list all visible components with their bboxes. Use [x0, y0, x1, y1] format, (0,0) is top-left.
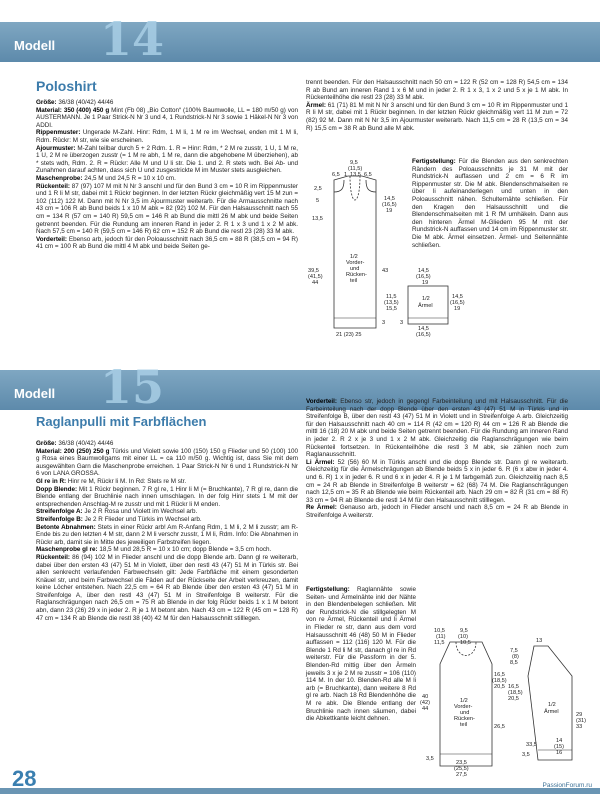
m15-d-a-2: 20,5: [494, 684, 505, 690]
m14-d-h-1: (41,5): [308, 274, 323, 280]
m14-d-sh-1: 1: [344, 172, 348, 178]
m15-s-b-2: 16: [556, 750, 563, 756]
m15-s-label-1: Ärmel: [544, 709, 559, 715]
m15-c1-p6: Betonte Abnahmen: Stets in einer Rückr arb! Am R-Anfang Rdm, 1 M li, 2 M li zusstr; am R-Ende bis zu den letzten 4 M str, dann 2 M li verschr zusstr, 1 M li, Rdm. Info: Die Abnahmen in Rückr arb, damit sie in Mitte des jeweiligen Farbstreifen liegen.: [36, 523, 298, 546]
m15-c1-p8: Rückenteil: 86 (94) 102 M in Flieder anschl und die dopp Blende arb. Dann gl re weiterarb, dabei über den ersten 43 (47) 51 M in Violett, über den restl 43 (47) 51 M in Türkis str. Bei allen senkrecht verlaufenden Farbwechseln gilt: Jede Farbfläche mit einem gesonderten Knäuel str, und beim Farbwechsel die Fäden auf der Rückseite der Arbeit verkreuzen, damit keine Löcher entstehen. Nach 22,5 cm = 64 R ab Blende über den ersten 43 (47) 51 M in Streifenfolge A, über den restl 43 (47) 51 M in Streifenfolge B weiterstr. Für die Raglanschrägungen nach 26,5 cm = 75 R ab Blende in der folg Rückr beids 1 x 1 M betont abn, dann 23 (26) 29 x in jeder 2. R je 1 M betont abn. Nach 43 cm = 122 R (45 cm = 128 R) 47 cm = 134 R ab Blende die restl 38 (40) 42 M für den Halsausschnitt stilllegen.: [36, 553, 298, 622]
m15-d-a-0: 16,5: [494, 672, 505, 678]
m15-c1-p1: Material: 200 (250) 250 g Türkis und Violett sowie 100 (150) 150 g Flieder und 50 (100) 100 g Rosa eines Baumwollgams mit einer LL = ca 110 m/50 g. Wichtig ist, dass Sie mit dem ausgewählten Garn die Maschenprobe erreichen. 1 Paar Strick-N Nr 6 und 1 Rundstrick-N Nr 6 von LANA GROSSA.: [36, 447, 299, 478]
m15-c1-p4: Streifenfolge A: Je 2 R Rosa und Violett im Wechsel arb.: [36, 508, 198, 516]
m14-s-l-1: (13,5): [384, 300, 399, 306]
model14-number: 14: [100, 12, 165, 66]
m15-d-top-0: 10,5: [434, 628, 445, 634]
m14-s-top-2: 19: [422, 280, 429, 286]
m15-c2-p1: Li Ärmel: 52 (56) 60 M in Türkis anschl und die dopp Blende str. Dann gl re weiterarb. Gleichzeitig für die Ärmelschrägungen ab Blende beids 5 x in jeder 6. R (6 x abw in jeder 4. und 6. R) 1 x in jeder 6. R und 6 x in jeder 4. R je 1 M farbgemäß zun. Gleichzeitig nach 8,5 cm = 24 R ab Blende in Streifenfolge B weiterstr = 62 (68) 74 M. Die Raglanschrägungen nach 12,5 cm = 35 R ab Blende wie beim Rückenteil arb. Nach 29 cm = 82 R (31 cm = 88 R) 33 cm = 94 R ab Blende die restl 14 M für den Halsausschnitt stilllegen.: [306, 458, 568, 504]
m15-d-b-0: 23,5: [456, 760, 467, 766]
m15-d-sh-2: 10,5: [460, 640, 471, 646]
model14-label: Modell: [14, 38, 56, 53]
m15-s-l-1: (18,5): [508, 690, 523, 696]
m15-d-side: 26,5: [494, 724, 505, 730]
m14-d-l2: und: [350, 266, 360, 272]
m15-d-rib: 3,5: [426, 756, 434, 762]
m14-s-label-0: 1/2: [422, 296, 430, 302]
m15-s-sh-2: 8,5: [510, 660, 518, 666]
m14-c1-p4: Maschenprobe: 24,5 M und 24,5 R = 10 x 10 cm.: [36, 174, 176, 182]
m14-s-top-0: 14,5: [418, 268, 429, 274]
m15-d-l4: teil: [460, 722, 468, 728]
m15-c1-p3: Dopp Blende: Mit 1 Rückr beginnen. 7 R gl re, 1 Hinr li M (= Bruchkante), 7 R gl re, dann die Blende entlang der Bruchlinie nach innen umschlagen. In der folg Hinr stets 1 M mit der entsprechenden Anschlag-M re zusstr und mit 1 Rückr li M enden.: [36, 485, 298, 508]
m14-d-ls-1: 5: [316, 198, 320, 204]
m15-d-top-2: 11,5: [434, 640, 445, 646]
m15-s-b-0: 14: [556, 738, 563, 744]
m14-d-rs-2: 19: [386, 208, 393, 214]
model14-column-3: [412, 158, 568, 249]
m15-c1-p0: Größe: 36/38 (40/42) 44/46: [36, 440, 114, 447]
m14-c2-p1: Ärmel: 61 (71) 81 M mit N Nr 3 anschl und für den Bund 3 cm = 10 R im Rippenmuster und 1 R li M str, dabei mit 1 Rückr beginnen. In der letzten Rückr gleichmäßig vert 11 M zun = 72 (82) 92 M. Dann mit N Nr 3,5 im Ajourmuster weiterarb. Nach 11,5 cm = 28 R (13,5 cm = 34 R) 15,5 cm = 38 R ab Bund alle M abk.: [306, 101, 568, 132]
m14-s-label-1: Ärmel: [418, 303, 433, 309]
model15-column-2-bottom: [306, 586, 416, 723]
m15-d-l3: Rücken-: [454, 716, 475, 722]
model15-title: Raglanpulli mit Farbflächen: [36, 414, 207, 429]
model15-column-2-top: [306, 398, 568, 520]
m15-s-b-1: (15): [554, 744, 564, 750]
page-number: 28: [12, 766, 37, 791]
model14-column-2: [306, 79, 568, 132]
m14-s-l-0: 11,5: [386, 294, 397, 300]
model15-sleeve-diagram: [508, 636, 592, 778]
m14-s-rib: 3: [400, 320, 404, 326]
model15-number: 15: [100, 360, 165, 414]
m15-d-a-1: (18,5): [492, 678, 507, 684]
m14-d-armhole: 43: [382, 268, 389, 274]
m14-d-ls-2: 13,5: [312, 216, 323, 222]
m14-c1-p2: Rippenmuster: Ungerade M-Zahl. Hinr: Rdm, 1 M li, 1 M re im Wechsel, enden mit 1 M li, Rdm. Rückr: M str, wie sie erscheinen.: [36, 129, 298, 144]
m14-c2-p0: trennt beenden. Für den Halsausschnitt nach 50 cm = 122 R (52 cm = 128 R) 54,5 cm = 134 R ab Bund am inneren Rand 1 x 6 M und in jeder 2. R 1 x 3, 1 x 2 und 5 x je 1 M abk. In Rückenteilhöhe die restl 23 (28) 33 M abk.: [306, 79, 568, 102]
m15-s-mid: 33,5: [526, 742, 537, 748]
m15-s-sh-1: (8): [512, 654, 519, 660]
m14-s-b-0: 14,5: [418, 326, 429, 332]
m14-d-sh-0: 6,5: [332, 172, 340, 178]
m14-neck: [350, 176, 360, 200]
m15-d-b-1: (25,5): [454, 766, 469, 772]
m15-s-l-2: 20,5: [508, 696, 519, 702]
m14-s-top-1: (16,5): [416, 274, 431, 280]
m15-d-l2: und: [460, 710, 470, 716]
m14-c3-p0: Fertigstellung: Für die Blenden aus den senkrechten Rändern des Poloausschnitts je 31 M mit der Rundstrick-N auffassen und 2 cm = 6 R im Rippenmuster str. Die M abk. Blendenschmalseiten re über li aufeinanderlegen und unten in den Poloausschnitt nähen. Schulternähte schließen. Für den Kragen den Halsausschnitt und die Blendenschmalseiten mit 1 R fM umhäkeln. Dann aus den hinteren Ärmel M-Gliedern 95 M mit der Rundstrick-N auffassen und 14 cm im Rippenmuster str. Die M abk. Ärmel einsetzen. Ärmel- und Seitennähte schließen.: [412, 158, 568, 249]
m14-d-top-1: (11,5): [348, 166, 363, 172]
m15-d-sh-1: (10): [458, 634, 468, 640]
m15-c1-p7: Maschenprobe gl re: 18,5 M und 28,5 R = 10 x 10 cm; dopp Blende = 3,5 cm hoch.: [36, 546, 272, 554]
m14-d-rib: 3: [382, 320, 386, 326]
m15-d-b-2: 27,5: [456, 772, 467, 778]
m15-s-sh-0: 7,5: [510, 648, 518, 654]
m15-c2-p2: Re Ärmel: Genauso arb, jedoch in Flieder anschl und nach 8,5 cm = 24 R ab Blende in Streifenfolge A weiterstr.: [306, 504, 568, 519]
watermark: PassionForum.ru: [542, 782, 592, 789]
m14-c1-p0: Größe: 36/38 (40/42) 44/46: [36, 99, 114, 106]
model14-title: Poloshirt: [36, 78, 97, 94]
m14-d-l1: Vorder-: [346, 260, 365, 266]
model15-body-diagram: [420, 628, 508, 778]
m15-d-l-1: (42): [420, 700, 430, 706]
m14-d-l0: 1/2: [350, 254, 358, 260]
model15-column-1: [36, 440, 298, 622]
m14-d-h-0: 39,5: [308, 268, 319, 274]
m15-c2-p3: Fertigstellung: Raglannähte sowie Seiten- und Ärmelnähte inkl der Nähte in den Blendenbelegen schließen. Mit der Rundstrick-N die stillgelegten M von re Ärmel, Rückenteil und li Ärmel in Flieder re str, dann aus dem vord Halsausschnitt 46 (48) 50 M in Flieder auffassen = 112 (116) 120 M. Für die Blende 1 Rd li M str, danach gl re in Rd weiterstr. Für die Passform in der 5. Blenden-Rd mittig über den Ärmeln jeweils 3 x je 2 M re zusstr = 106 (110) 114 M. In der 10. Blenden-Rd alle M li arb (= Bruchkante), dann weitere 8 Rd gl re arb. Nach 18 Rd Blendenhöhe die M re abk. Die Blende entlang der Bruchlinie nach innen säumen, dabei die Abkettkante leicht dehnen.: [306, 586, 416, 723]
m14-s-r-2: 19: [454, 306, 461, 312]
model14-header-bar: [0, 22, 600, 62]
m14-d-top-0: 9,5: [350, 160, 358, 166]
m14-c1-p5: Rückenteil: 87 (97) 107 M mit N Nr 3 anschl und für den Bund 3 cm = 10 R im Rippenmuster und 1 R li M str, dabei mit 1 Rückr beginnen. In der letzten Rückr gleichmäßig vert 15 M zun = 102 (112) 122 M. Dann mit N Nr 3,5 im Ajourmuster weiterarb. Für die Armausschnitte nach 43 cm = 106 R ab Bund beids 1 x 10 M abk = 82 (92) 102 M. Für den Halsausschnitt nach 55 cm = 134 R (57 cm = 140 R) 59,5 cm = 146 R ab Bund die mittl 26 M abk und beide Seiten getrennt beenden. Für die Rundung am inneren Rand in jeder 2. R 1 x 3 und 1 x 2 M abk. Nach 57,5 cm = 140 R (59,5 cm = 146 R) 62 cm = 152 R ab Bund die restl 23 (28) 33 M abk.: [36, 182, 298, 236]
m14-d-top-2: 13,5: [350, 172, 361, 178]
m15-s-r-2: 33: [576, 724, 583, 730]
m14-d-rs-0: 14,5: [384, 196, 395, 202]
m15-d-top-1: (11): [436, 634, 446, 640]
m14-d-sh-2: 6,5: [364, 172, 372, 178]
m15-d-l-0: 40: [422, 694, 429, 700]
model14-sleeve-diagram: [380, 266, 472, 340]
m15-d-sh-0: 9,5: [460, 628, 468, 634]
m15-c1-p2: Gl re in R: Hinr re M, Rückr li M. In Rd: Stets re M str.: [36, 477, 187, 485]
m14-d-l4: teil: [350, 278, 358, 284]
m15-s-l-0: 16,5: [508, 684, 519, 690]
m15-s-rib: 3,5: [522, 752, 530, 758]
m14-s-r-0: 14,5: [452, 294, 463, 300]
m15-s-r-1: (31): [576, 718, 586, 724]
m14-d-h-2: 44: [312, 280, 319, 286]
m15-d-l1: Vorder-: [454, 704, 473, 710]
m15-s-top: 13: [536, 638, 543, 644]
m15-c2-p0: Vorderteil: Ebenso str, jedoch in gegengl Farbeinteilung und mit Halsausschnitt. Für die Farbeinteilung nach der dopp Blende über den ersten 43 (47) 51 M in Türkis und in Streifenfolge B, über den restl 43 (47) 51 M in Violett und in Streifenfolge A arb. Gleichzeitig für den Halsausschnitt nach 40 cm = 114 R (42 cm = 120 R) 44 cm = 126 R ab Blende die mittl 16 (18) 20 M abk und beide Seiten getrennt beenden. Für die Rundung am inneren Rand in jeder 2. R 2 x je 3 und 1 x 2 M abk. Gleichzeitig die Raglanschrägungen wie beim Rückenteil fortsetzen. In Rückenteilhöhe die restl 3 M abk, sie zählen noch zum Raglanausschnitt.: [306, 398, 568, 459]
m15-s-r-0: 29: [576, 712, 583, 718]
m14-d-rs-1: (16,5): [382, 202, 397, 208]
m14-d-ls-0: 2,5: [314, 186, 322, 192]
m14-d-l3: Rücken-: [346, 272, 367, 278]
m14-armhole-right: [366, 180, 376, 192]
m14-body-outline: [334, 176, 376, 328]
model15-label: Modell: [14, 386, 56, 401]
m15-c1-p5: Streifenfolge B: Je 2 R Flieder und Türkis im Wechsel arb.: [36, 515, 202, 523]
m14-c1-p1: Material: 350 (400) 450 g Mint (Fb 08) „Bio Cotton“ (100% Baumwolle, LL = 180 m/50 g) von AUSTERMANN. Je 1 Paar Strick-N Nr 3 und 4, 1 Rundstrick-N Nr 3 sowie 1 Häkel-N Nr 3 von ADDI.: [36, 106, 298, 129]
m14-s-l-2: 15,5: [386, 306, 397, 312]
m15-d-l-2: 44: [422, 706, 429, 712]
m14-d-bottom: 21 (23) 25: [336, 332, 362, 338]
model14-column-1: [36, 99, 298, 251]
m14-s-r-1: (16,5): [450, 300, 465, 306]
m15-s-label-0: 1/2: [548, 702, 556, 708]
m14-s-b-1: (16,5): [416, 332, 431, 338]
page-bottom-bar: [0, 788, 600, 794]
m15-d-l0: 1/2: [460, 698, 468, 704]
m14-c1-p6: Vorderteil: Ebenso arb, jedoch für den Poloausschnitt nach 36,5 cm = 88 R (38,5 cm = 94 R) 41 cm = 100 R ab Bund die mittl 4 M abk und beide Seiten ge-: [36, 235, 298, 251]
m14-c1-p3: Ajourmuster: M-Zahl teilbar durch 5 + 2 Rdm. 1. R = Hinr: Rdm, * 2 M re zusstr, 1 U, 1 M re, 1 U, 2 M re überzogen zusstr (= 1 M re abh, 1 M re, dann die abgehobene M überziehen), ab * stets wdh, Rdm. 2. R = Rückr: Alle M und U li str. Die 1. und 2. R stets wdh. Bei Ab- und Zunahmen darauf achten, dass sich U und zusgestrickte M im Muster stets ausgleichen.: [36, 144, 298, 175]
